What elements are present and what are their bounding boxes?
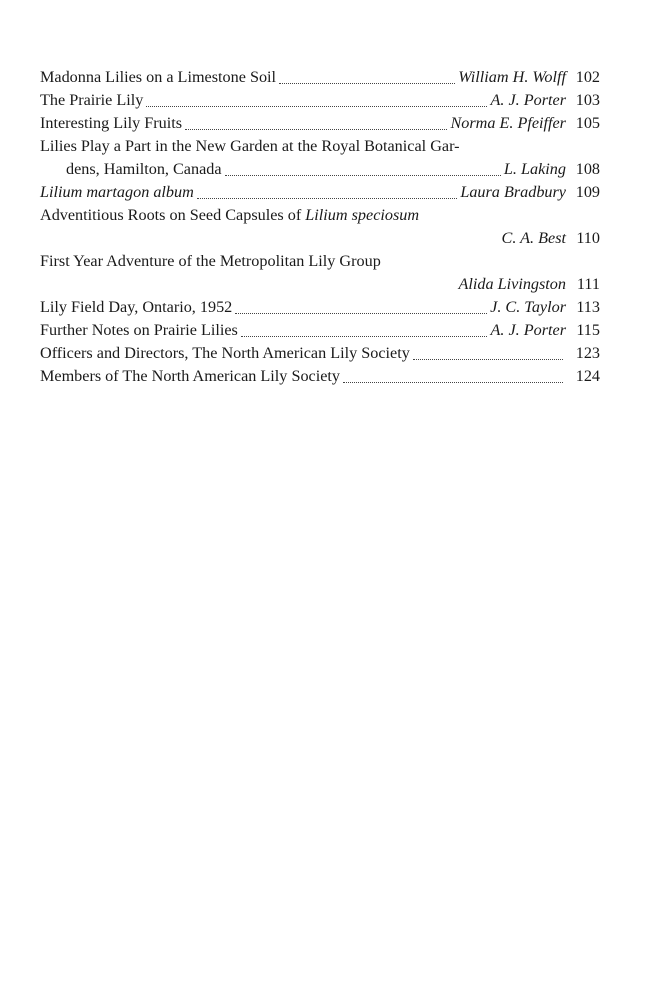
dot-leader	[146, 105, 487, 107]
entry-title: The Prairie Lily	[40, 91, 144, 109]
entry-page-number: 113	[576, 298, 600, 316]
entry-title-italic: Lilium speciosum	[305, 206, 420, 224]
entry-author: Norma E. Pfeiffer	[450, 114, 566, 132]
toc-entry[interactable]	[40, 89, 600, 112]
toc-entry[interactable]	[40, 319, 600, 342]
toc-entry[interactable]	[40, 181, 600, 204]
entry-page-number: 103	[575, 91, 600, 109]
dot-leader	[185, 128, 447, 130]
entry-title-roman: Adventitious Roots on Seed Capsules of	[40, 206, 306, 224]
entry-page-number: 124	[575, 367, 600, 385]
entry-author: Laura Bradbury	[460, 183, 566, 201]
entry-author: Alida Livingston	[458, 275, 566, 293]
entry-title: Lily Field Day, Ontario, 1952	[40, 298, 233, 316]
dot-leader	[279, 82, 455, 84]
entry-title-line-2: dens, Hamilton, Canada	[66, 160, 222, 178]
entry-title: Officers and Directors, The North American Lily Society	[40, 344, 410, 362]
entry-page-number: 111	[576, 275, 600, 293]
entry-author: L. Laking	[503, 160, 566, 178]
entry-title: Interesting Lily Fruits	[40, 114, 183, 132]
toc-entry[interactable]	[40, 204, 600, 250]
entry-page-number: 102	[575, 68, 600, 86]
entry-page-number: 115	[576, 321, 600, 339]
entry-title: First Year Adventure of the Metropolitan Lily Group	[40, 252, 381, 270]
entry-title: Further Notes on Prairie Lilies	[40, 321, 238, 339]
entry-author: A. J. Porter	[490, 91, 566, 109]
toc-entry[interactable]	[40, 66, 600, 89]
entry-page-number: 110	[576, 229, 600, 247]
dot-leader	[225, 174, 501, 176]
entry-page-number: 123	[575, 344, 600, 362]
dot-leader	[343, 381, 563, 383]
entry-page-number: 108	[575, 160, 600, 178]
entry-page-number: 105	[575, 114, 600, 132]
entry-page-number: 109	[575, 183, 600, 201]
entry-title: Lilium martagon album	[40, 183, 194, 201]
dot-leader	[235, 312, 487, 314]
toc-entry[interactable]	[40, 135, 600, 181]
dot-leader	[413, 358, 563, 360]
entry-title	[40, 204, 419, 227]
entry-author: J. C. Taylor	[490, 298, 566, 316]
entry-author: C. A. Best	[501, 229, 566, 247]
toc-entry[interactable]	[40, 250, 600, 296]
dot-leader	[197, 197, 458, 199]
toc-entry[interactable]	[40, 112, 600, 135]
toc-entry[interactable]	[40, 365, 600, 388]
entry-title-line-1: Lilies Play a Part in the New Garden at the Royal Botanical Gar-	[40, 137, 460, 155]
table-of-contents	[40, 66, 600, 388]
toc-entry[interactable]	[40, 342, 600, 365]
entry-author: William H. Wolff	[458, 68, 566, 86]
entry-title: Members of The North American Lily Society	[40, 367, 340, 385]
dot-leader	[241, 335, 488, 337]
toc-entry[interactable]	[40, 296, 600, 319]
entry-author: A. J. Porter	[490, 321, 566, 339]
entry-title: Madonna Lilies on a Limestone Soil	[40, 68, 277, 86]
